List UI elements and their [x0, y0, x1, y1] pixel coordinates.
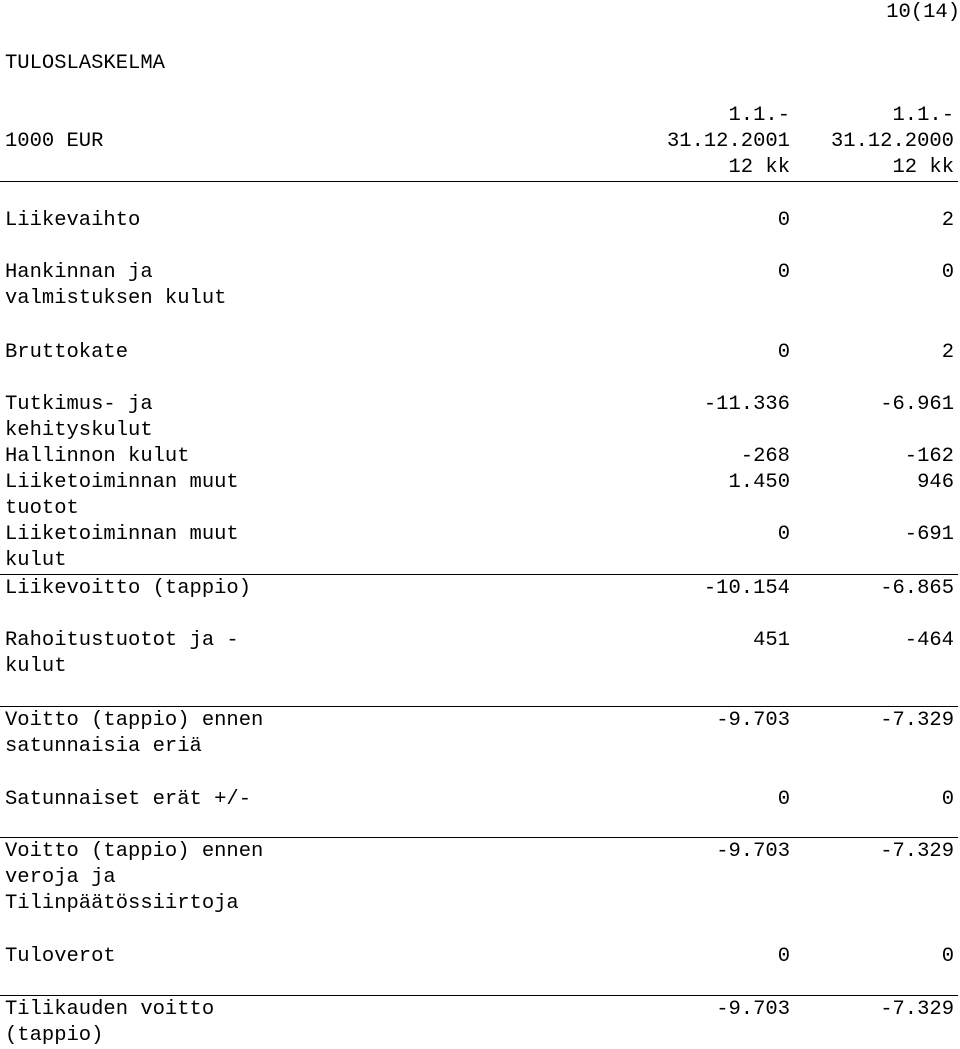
row-value-2001: -9.703 [716, 709, 790, 732]
row-value-2001: -10.154 [703, 577, 790, 600]
row-label-ennen-veroja: Voitto (tappio) ennen [5, 840, 264, 863]
row-value-2001: 0 [777, 341, 790, 364]
row-value-2001: 0 [777, 209, 790, 232]
row-value-2000: 0 [941, 261, 954, 284]
row-label-tutkimus-cont: kehityskulut [5, 419, 153, 442]
unit-label: 1000 EUR [5, 130, 104, 153]
row-value-2001: 0 [777, 788, 790, 811]
row-value-2000: -691 [904, 523, 954, 546]
row-label-muut-kulut-cont: kulut [5, 549, 67, 572]
row-label-bruttokate: Bruttokate [5, 341, 129, 364]
row-label-liikevoitto: Liikevoitto (tappio) [5, 577, 252, 600]
row-label-hankinnan: Hankinnan ja [5, 261, 153, 284]
row-label-tutkimus: Tutkimus- ja [5, 393, 153, 416]
row-label-muut-tuotot: Liiketoiminnan muut [5, 471, 239, 494]
row-label-liikevaihto: Liikevaihto [5, 209, 141, 232]
subtotal-divider [0, 837, 958, 838]
row-value-2000: -7.329 [880, 840, 954, 863]
row-label-tilikauden-voitto: Tilikauden voitto [5, 998, 215, 1021]
row-value-2001: -268 [740, 445, 790, 468]
document-title: TULOSLASKELMA [5, 52, 165, 75]
row-value-2001: 0 [777, 523, 790, 546]
row-label-hallinnon: Hallinnon kulut [5, 445, 190, 468]
column-header-2000-line2: 31.12.2000 [830, 130, 954, 153]
row-value-2001: 451 [753, 629, 790, 652]
row-value-2001: 1.450 [728, 471, 790, 494]
header-divider [0, 181, 958, 182]
row-value-2000: -7.329 [880, 709, 954, 732]
row-label-tuloverot: Tuloverot [5, 945, 116, 968]
row-label-satunnaiset: Satunnaiset erät +/- [5, 788, 252, 811]
subtotal-divider [0, 706, 958, 707]
row-value-2000: -162 [904, 445, 954, 468]
column-header-2001-line2: 31.12.2001 [666, 130, 790, 153]
subtotal-divider [0, 574, 958, 575]
row-label-hankinnan-cont: valmistuksen kulut [5, 287, 227, 310]
row-value-2000: 2 [941, 209, 954, 232]
row-value-2000: -6.865 [880, 577, 954, 600]
row-label-muut-kulut: Liiketoiminnan muut [5, 523, 239, 546]
row-value-2000: -464 [904, 629, 954, 652]
column-header-2001-line3: 12 kk [728, 156, 790, 179]
column-header-2000-line3: 12 kk [892, 156, 954, 179]
row-label-muut-tuotot-cont: tuotot [5, 497, 79, 520]
column-header-2001-line1: 1.1.- [728, 104, 790, 127]
row-value-2000: 946 [917, 471, 954, 494]
row-label-ennen-satunnaisia-cont: satunnaisia eriä [5, 735, 202, 758]
column-header-2000-line1: 1.1.- [892, 104, 954, 127]
row-value-2001: 0 [777, 261, 790, 284]
row-value-2001: -9.703 [716, 840, 790, 863]
total-divider [0, 995, 958, 996]
row-value-2000: 0 [941, 788, 954, 811]
page-number: 10(14) [886, 1, 960, 24]
row-value-2001: 0 [777, 945, 790, 968]
row-value-2001: -11.336 [703, 393, 790, 416]
row-label-tilikauden-voitto-cont: (tappio) [5, 1024, 104, 1047]
row-label-ennen-satunnaisia: Voitto (tappio) ennen [5, 709, 264, 732]
row-label-ennen-veroja-cont: veroja ja [5, 866, 116, 889]
row-label-rahoitus-cont: kulut [5, 655, 67, 678]
row-value-2000: -7.329 [880, 998, 954, 1021]
row-value-2001: -9.703 [716, 998, 790, 1021]
row-label-rahoitus: Rahoitustuotot ja - [5, 629, 239, 652]
row-value-2000: -6.961 [880, 393, 954, 416]
row-value-2000: 2 [941, 341, 954, 364]
row-label-ennen-veroja-cont2: Tilinpäätössiirtoja [5, 892, 239, 915]
row-value-2000: 0 [941, 945, 954, 968]
